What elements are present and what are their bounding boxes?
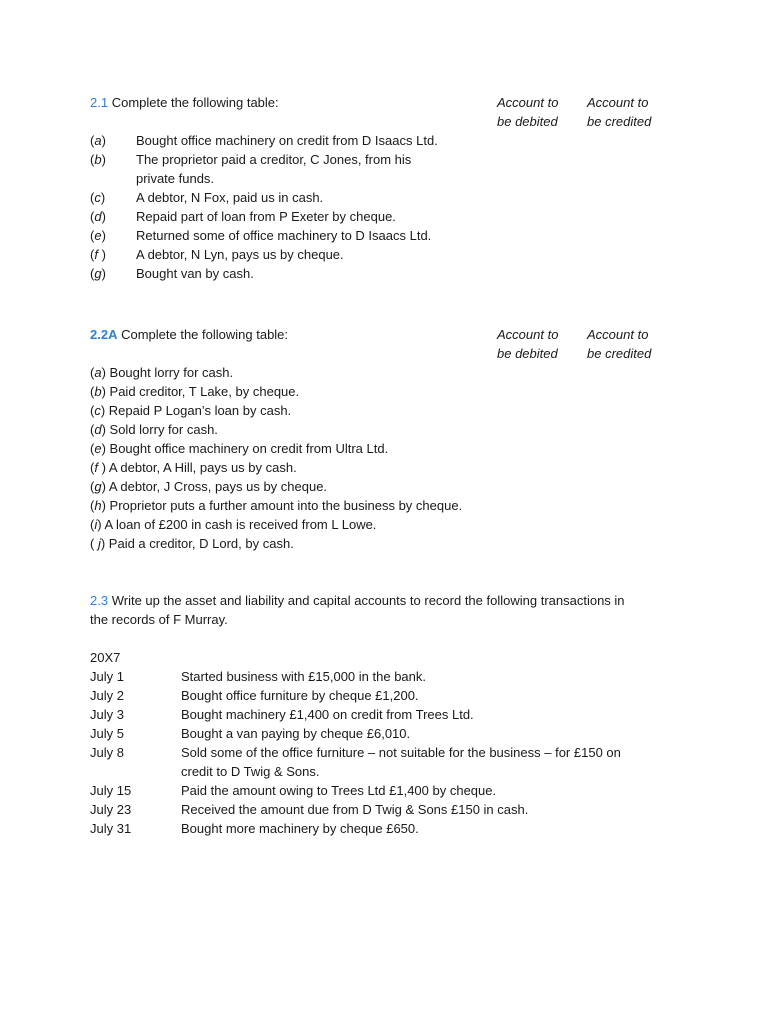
item-text: A debtor, A Hill, pays us by cash. (108, 460, 297, 475)
list-item: (i) A loan of £200 in cash is received from L Lowe. (90, 517, 377, 532)
item-letter: b (94, 152, 102, 167)
item-text: private funds. (136, 171, 215, 186)
transaction-date: July 2 (90, 688, 124, 703)
q2-col-credit-line1: Account to (587, 327, 649, 342)
item-text: Paid a creditor, D Lord, by cash. (108, 536, 294, 551)
q1-col-debit-line1: Account to (497, 95, 559, 110)
item-letter: d (94, 209, 102, 224)
item-letter: g (94, 479, 102, 494)
transaction-description: Sold some of the office furniture – not suitable for the business – for £150 on (181, 745, 621, 760)
q3-intro-line2: the records of F Murray. (90, 612, 228, 627)
list-item: (a) Bought lorry for cash. (90, 365, 234, 380)
item-text: Repaid part of loan from P Exeter by cheque. (136, 209, 396, 224)
q1-col-debit-header (497, 93, 558, 131)
transaction-description: Bought office furniture by cheque £1,200. (181, 688, 419, 703)
item-text: Bought office machinery on credit from Ultra Ltd. (109, 441, 389, 456)
item-letter: d (94, 422, 102, 437)
item-text: A debtor, N Lyn, pays us by cheque. (136, 247, 344, 262)
q1-col-credit-line2: be credited (587, 114, 652, 129)
item-text: Returned some of office machinery to D Isaacs Ltd. (136, 228, 432, 243)
list-item: (h) Proprietor puts a further amount into the business by cheque. (90, 498, 463, 513)
transaction-description: Bought a van paying by cheque £6,010. (181, 726, 411, 741)
item-text: Bought van by cash. (136, 266, 254, 281)
item-text: Bought office machinery on credit from D Isaacs Ltd. (136, 133, 438, 148)
transaction-date: July 5 (90, 726, 124, 741)
transaction-description: Bought more machinery by cheque £650. (181, 821, 419, 836)
item-letter: f (94, 460, 102, 475)
item-letter: f (94, 247, 102, 262)
q1-title: Complete the following table: (111, 95, 279, 110)
q3-intro-line1: Write up the asset and liability and capital accounts to record the following transactions in (111, 593, 625, 608)
list-item: (g) A debtor, J Cross, pays us by cheque. (90, 479, 328, 494)
list-item: (e) Bought office machinery on credit from Ultra Ltd. (90, 441, 389, 456)
item-letter: i (94, 517, 98, 532)
transaction-description: Started business with £15,000 in the bank. (181, 669, 426, 684)
transaction-description: Paid the amount owing to Trees Ltd £1,400 by cheque. (181, 783, 497, 798)
q2-number: 2.2A (90, 327, 118, 342)
q1-heading (90, 93, 279, 112)
q1-col-debit-line2: be debited (497, 114, 558, 129)
q1-number: 2.1 (90, 95, 109, 110)
q2-col-debit-line2: be debited (497, 346, 558, 361)
list-item: (d) Sold lorry for cash. (90, 422, 218, 437)
q2-heading (90, 325, 288, 344)
q3-number: 2.3 (90, 593, 109, 608)
q3-heading (90, 591, 625, 610)
item-text: A debtor, J Cross, pays us by cheque. (108, 479, 328, 494)
list-item: ( j) Paid a creditor, D Lord, by cash. (90, 536, 294, 551)
transaction-date: July 1 (90, 669, 124, 684)
q2-col-credit-line2: be credited (587, 346, 652, 361)
item-text: Bought lorry for cash. (109, 365, 234, 380)
item-text: A debtor, N Fox, paid us in cash. (136, 190, 324, 205)
transaction-date: July 23 (90, 802, 132, 817)
list-item: (b) Paid creditor, T Lake, by cheque. (90, 384, 300, 399)
transaction-date: July 3 (90, 707, 124, 722)
transaction-description: Bought machinery £1,400 on credit from Trees Ltd. (181, 707, 474, 722)
item-letter: e (94, 441, 102, 456)
transaction-description: Received the amount due from D Twig & Sons £150 in cash. (181, 802, 529, 817)
item-letter: h (94, 498, 102, 513)
q1-col-credit-line1: Account to (587, 95, 649, 110)
item-text: Proprietor puts a further amount into the business by cheque. (109, 498, 463, 513)
q3-year: 20X7 (90, 650, 121, 665)
item-text: A loan of £200 in cash is received from L Lowe. (104, 517, 377, 532)
q2-col-debit-header (497, 325, 558, 363)
item-text: Repaid P Logan’s loan by cash. (108, 403, 292, 418)
transaction-description: credit to D Twig & Sons. (181, 764, 320, 779)
item-letter: g (94, 266, 102, 281)
item-letter: b (94, 384, 102, 399)
transaction-date: July 15 (90, 783, 132, 798)
transaction-date: July 31 (90, 821, 132, 836)
item-text: Paid creditor, T Lake, by cheque. (109, 384, 300, 399)
q1-col-credit-header (587, 93, 651, 131)
transaction-date: July 8 (90, 745, 124, 760)
item-letter: a (94, 365, 102, 380)
item-letter: e (94, 228, 102, 243)
item-text: Sold lorry for cash. (109, 422, 218, 437)
list-item: (c) Repaid P Logan’s loan by cash. (90, 403, 292, 418)
item-letter: j (94, 536, 101, 551)
item-letter: c (94, 403, 101, 418)
q2-col-credit-header (587, 325, 651, 363)
item-letter: a (94, 133, 102, 148)
item-letter: c (94, 190, 101, 205)
q2-title: Complete the following table: (121, 327, 289, 342)
list-item: (f ) A debtor, A Hill, pays us by cash. (90, 460, 297, 475)
q2-col-debit-line1: Account to (497, 327, 559, 342)
item-text: The proprietor paid a creditor, C Jones, from his (136, 152, 412, 167)
